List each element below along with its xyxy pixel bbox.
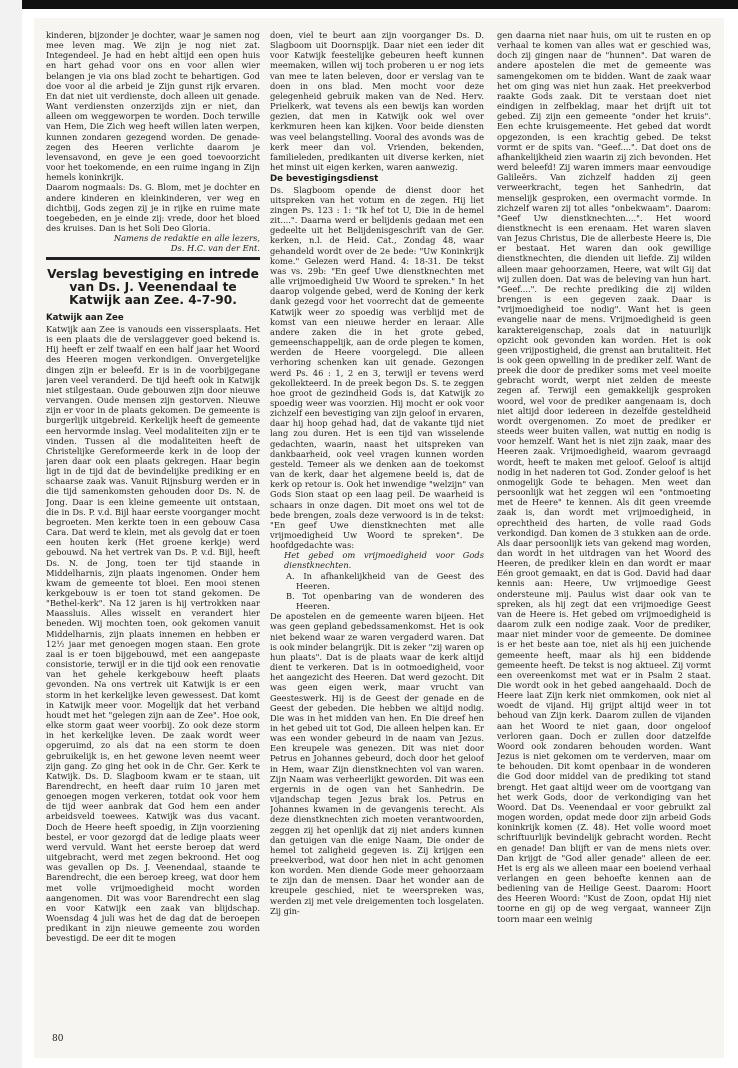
section-heading-bevestigingsdienst: De bevestigingsdienst bbox=[270, 174, 379, 185]
sermon-theme: Het gebed om vrijmoedigheid voor Gods dienstknechten. bbox=[284, 550, 484, 571]
article-body-3: gen daarna niet naar huis, om uit te rusten en op verhaal te komen van alles wat er geschied was, doch zij gingen naar de "hunnen". Dat waren de andere apostelen die met de gemeente was samengekomen om te bidden. Want de zaak waar het om ging was niet hun zaak. Het preekverbod raakte Gods zaak. Dit te verstaan doet niet eindigen in zelfbeklag, maar het drijft uit tot gebed. Zij zijn een gemeente "onder het kruis". Een echte kruisgemeente. Het gebed dat wordt opgezonden, is een krachtig gebed. De tekst vormt er de spits van. "Geef....". Dat doet ons de afhankelijkheid zien waarin zij zich bevonden. Het werd beleefd! Zij waren immers maar eenvoudige Galileërs. Van zichzelf hadden zij geen verweerkracht, tegen het Sanhedrin, dat menselijk gesproken, een overmacht vormde. In zichzelf waren zij tot alles "onbekwaam". Daarom: "Geef Uw dienstknechten....". Het woord dienstknecht is een erenaam. Het waren slaven van Jezus Christus, Die de allerbeste Heere is, Die er bestaat. Het waren dan ook gewillige dienstknechten, die dienden uit liefde. Zij wilden alleen maar gehoorzamen, Heere, wat wilt Gij dat wij zullen doen. Dat was de beleving van hun hart. "Geef....". De rechte prediking die zij wilden brengen is een gegeven zaak. Daar is "vrijmoedigheid toe nodig". Want het is geen evangelie naar de mens. Vrijmoedigheid is geen karaktereigenschap, zoals dat in natuurlijk opzicht ook gevonden kan worden. Het is ook geen vrijpostigheid, die grenst aan brutaliteit. Het is ook geen opwelling in de prediker zelf. Want de preek die door de prediker soms met veel moeite gebracht wordt, werpt niet zelden de meeste zegen af. Terwijl een gemakkelijk gesproken woord, wel voor de prediker aangenaam is, doch niet altijd door iedereen in dezelfde gesteldheid wordt overgenomen. Zo moet de prediker er steeds weer buiten vallen, wat nuttig en nodig is voor hemzelf. Want het is niet zijn zaak, maar des Heeren zaak. Vrijmoedigheid, waarom gevraagd wordt, heeft te maken met geloof. Geloof is altijd nodig in het naderen tot God. Zonder geloof is het onmogelijk Gode te behagen. Men weet dan persoonlijk wat het zeggen wil een "ontmoeting met de Heere" te kennen. Als dit geen vreemde zaak is, dan wordt met vrijmoedigheid, in oprechtheid des harten, de volle raad Gods verkondigd. Dan komen de 3 stukken aan de orde. Als daar persoonlijk iets van gekend mag worden, dan wordt in het uitdragen van het Woord des Heeren, de prediker klein en dan wordt er maar Eén groot gemaakt, en dat is God. David had daar kennis aan: Heere, Uw vrijmoedige Geest ondersteune mij. Paulus wist daar ook van te spreken, als hij zegt dat een vrijmoedige Geest van de Heere is. Het gebed om vrijmoedigheid is daarom zulk een nodige zaak. Voor de prediker, maar niet minder voor de gemeente. De dominee is er het beste aan toe, niet als hij een juichende gemeente heeft, maar als hij een biddende gemeente heeft. De tekst is nog aktueel. Zij vormt een overeenkomst met wat er in Psalm 2 staat. Die wordt ook in het gebed aangehaald. Doch de Heere laat Zijn kerk niet ommkomen, ook niet al woedt de vijand. Hij grijpt altijd weer in tot behoud van Zijn kerk. Daarom zullen de vijanden aan het Woord te niet gaan, door ongeloof verloren gaan. Doch er zullen door datzelfde Woord ook zondaren behouden worden. Want Jezus is niet gekomen om te verderven, maar om te behouden. Dit komt openbaar in de wonderen die God door middel van de prediking tot stand brengt. Het gaat altijd weer om de voortgang van het werk Gods, door de verkondiging van het Woord. Dat Ds. Veenendaal er voor gebruikt zal mogen worden, opdat mede door zijn arbeid Gods koninkrijk komen (Z. 48). Het volle woord moet schriftuurlijk bevindelijk gebracht worden. Recht en genade! Dan blijft er van de mens niets over. Dan krijgt de "God aller genade" alleen de eer. Het is erg als we alleen maar een boeiend verhaal verlangen en geen behoefte kennen aan de bediening van de Heilige Geest. Daarom: Hoort des Heeren Woord: "Kust de Zoon, opdat Hij niet toorne en gij op de weg vergaat, wanneer Zijn toorn maar een weinig bbox=[497, 30, 711, 924]
article-separator-rule bbox=[46, 257, 260, 260]
scan-top-bar bbox=[0, 0, 738, 9]
column-left bbox=[46, 30, 260, 1038]
page-number: 80 bbox=[52, 1034, 64, 1044]
article-body-2c: De apostelen en de gemeente waren bijeen. Het was geen gepland gebedssamenkomst. Het is ook niet bekend waar ze waren vergaderd waren. Dat is ook minder belangrijk. Dit is zeker "zij waren op hun plaats". Dat is de plaats waar de kerk altijd dient te verkeren. Dat is in ootmoedigheid, voor het aangezicht des Heeren. Dat werd gezocht. Dit was geen eigen werk, maar vrucht van Geesteswerk. Hij is de Geest der genade en de Geest der gebeden. Die hebben we altijd nodig. Die was in het midden van hen. En Die dreef hen in het gebed uit tot God, Die alleen helpen kan. Er was een wonder gebeurd in de naam van Jezus. Een kreupele was genezen. Dit was niet door Petrus en Johannes gebeurd, doch door het geloof in Hem, waar Zijn dienstknechten vol van waren. Zijn Naam was verheerlijkt geworden. Dit was een ergernis in de ogen van het Sanhedrin. De vijandschap tegen Jezus brak los. Petrus en Johannes kwamen in de gevangenis terecht. Als deze dienstknechten zich moeten verantwoorden, zeggen zij het openlijk dat zij niet anders kunnen dan getuigen van die enige Naam, Die onder de hemel tot zaligheid gegeven is. Zij krijgen een preekverbod, wat door hen niet in acht genomen kon worden. Men diende Gode meer gehoorzaam te zijn dan de mensen. Daar het wonder aan de kreupele geschied, niet te weerspreken was, werden zij met vele dreigementen toch losgelaten. Zij gin- bbox=[270, 611, 484, 916]
intro-paragraph-2: Daarom nogmaals: Ds. G. Blom, met je dochter en andere kinderen en kleinkinderen, ver weg en dichtbij, Gods zegen zij je in rijke en ruime mate toegebeden, en je einde zij: vrede, door het bloed des kruises. Dan is het Soli Deo Gloria. bbox=[46, 182, 260, 233]
column-middle bbox=[270, 30, 484, 1038]
sermon-point-b: B. Tot openbaring van de wonderen des Heeren. bbox=[286, 590, 484, 612]
signature-line-2: Ds. H.C. van der Ent. bbox=[170, 243, 260, 254]
article-body-2b: Ds. Slagboom opende de dienst door het uitspreken van het votum en de zegen. Hij liet zingen Ps. 123 : 1: "Ik hef tot U, Die in de hemel zit....". Daarna werd er belijdenis gedaan met een gedeelte uit het Belijdenisgeschrift van de Ger. kerken, n.l. de Heid. Cat., Zondag 48, waar gehandeld wordt over de 2e bede: "Uw Koninkrijk kome." Gelezen werd Hand. 4: 18-31. De tekst was vs. 29b: "En geef Uwe dienstknechten met alle vrijmoedigheid Uw Woord te spreken." In het daarop volgende gebed, werd de Koning der kerk dank gezegd voor het voorrecht dat de gemeente Katwijk weer zo spoedig was verblijd met de komst van een nieuwe herder en leraar. Alle andere zaken die in het grote gebed, gemeenschappelijk, aan de orde plegen te komen, werden de Heere voorgelegd. Die alleen verhoring schenken kan uit genade. Gezongen werd Ps. 46 : 1, 2 en 3, terwijl er tevens werd gekollekteerd. In de preek begon Ds. S. te zeggen hoe groot de gezindheid Gods is, dat Katwijk zo spoedig weer was voorzien. Hij mocht er ook voor zichzelf een bevestiging van zijn geloof in ervaren, daar hij hoop gehad had, dat de vakante tijd niet lang zou duren. Het is een tijd van wisselende gedachten, waarin, naast het uitspreken van dankbaarheid, ook veel vragen kunnen worden gesteld. Temeer als we denken aan de toekomst van de kerk, daar het algemene beeld is, dat de kerk op retour is. Ook het inwendige "welzijn" van Gods Sion staat op een laag peil. De waarheid is schaars in onze dagen. Dit moet ons wel tot de bede brengen, zoals deze verwoord is in de tekst: "En geef Uwe dienstknechten met alle vrijmoedigheid Uw Woord te spreken". De hoofdgedachte was: bbox=[270, 184, 484, 551]
column-right bbox=[497, 30, 711, 1038]
article-body-2a: doen, viel te beurt aan zijn voorganger Ds. D. Slagboom uit Doornspijk. Daar niet een ieder dit voor Katwijk feestelijke gebeuren heeft kunnen meemaken, willen wij toch proberen u er nog iets van mee te laten beleven, door er verslag van te doen in ons blad. Men mocht voor deze gelegenheid gebruik maken van de Ned. Herv. Prielkerk, wat tevens als een bewijs kan worden gezien, dat men in Katwijk ook wel over kerkmuren heen kan kijken. Voor beide diensten was veel belangstelling. Vooral des avonds was de kerk meer dan vol. Vrienden, bekenden, familieleden, predikanten uit diverse kerken, niet het minst uit eigen kerken, waren aanwezig. bbox=[270, 30, 484, 173]
section-heading-katwijk: Katwijk aan Zee bbox=[46, 313, 124, 324]
article-headline: Verslag bevestiging en intrede van Ds. J. Veenendaal te Katwijk aan Zee. 4-7-90. bbox=[47, 267, 259, 308]
scan-left-margin bbox=[0, 0, 22, 1068]
intro-paragraph-1: kinderen, bijzonder je dochter, waar je samen nog mee leven mag. We zijn je nog niet zat. Integendeel. Je had en hebt altijd een open huis en hart gehad voor ons en voor allen wier belangen je via ons blad zocht te behartigen. God doe voor al die arbeid je Zijn gunst rijk ervaren. En dat niet uit verdienste, doch alleen uit genade. Want verdiensten onzerzijds zijn er niet, dan alleen om weggeworpen te worden. Doch terwille van Hem, Die Zich weg heeft willen laten werpen, kunnen zondaren gezegend worden. De genade-zegen des Heeren verlichte daarom je levensavond, en geve je een goed toevoorzicht voor het toekomende, en een ruime ingang in Zijn hemels koninkrijk. bbox=[46, 30, 260, 183]
sermon-point-a: A. In afhankelijkheid van de Geest des Heeren. bbox=[286, 570, 484, 591]
signature-line-1: Namens de redaktie en alle lezers, bbox=[113, 233, 260, 244]
article-body-1: Katwijk aan Zee is vanouds een vissersplaats. Het is een plaats die de verslaggever goed bekend is. Hij heeft er zelf twaalf en een half jaar het Woord des Heeren mogen verkondigen. Onvergetelijke dingen zijn er beleefd. Er is in de voorbijgegane jaren veel veranderd. De tijd heeft ook in Katwijk niet stilgestaan. Oude gebouwen zijn door nieuwe vervangen. Oude mensen zijn gestorven. Nieuwe zijn er voor in de plaats gekomen. De gemeente is burgerlijk uitgebreid. Kerkelijk heeft de gemeente een hervormde inslag. Veel modaliteiten zijn er te vinden. Tussen al die modaliteiten heeft de Christelijke Gereformeerde kerk in de loop der jaren daar ook een plaats gekregen. Haar begin ligt in de tijd dat de bevindelijke prediking er en schaarse zaak was. Vanuit Rijnsburg werden er in die tijd samenkomsten gehouden door Ds. N. de Jong. Daar is een kleine gemeente uit ontstaan, die in Ds. P. v.d. Bijl haar eerste voorganger mocht begroeten. Men kerkte toen in een gebouw Casa Cara. Dat werd te klein, met als gevolg dat er toen een houten kerk (Het groene kerkje) werd gebouwd. Na het vertrek van Ds. P. v.d. Bijl, heeft Ds. N. de Jong, toen ter tijd staande in Middelharnis, zijn plaats ingenomen. Onder hem kwam de gemeente tot bloei. Een mooi stenen kerkgebouw is er toen tot stand gekomen. De "Bethel-kerk". Na 12 jaren is hij vertrokken naar Maassluis. Alles wisselt en verandert hier beneden. Wij mochten toen, ook gekomen vanuit Middelharnis, zijn plaats innemen en hebben er 12½ jaar met genoegen mogen staan. Een grote zaal is er toen bijgebouwd, met een aangepaste consistorie, terwijl er in die tijd ook een renovatie van het gehele kerkgebouw heeft plaats gevonden. Na ons vertrek uit Katwijk is er een storm in het kerkelijke leven gewessest. Dat komt in Katwijk meer voor. Mogelijk dat het verband houdt met het "gelegen zijn aan de Zee". Hoe ook, elke storm gaat weer voorbij. Zo ook deze storm in het kerkelijke leven. De zaak wordt weer opgeruimd, zo als dat na een storm te doen gebruikelijk is, en het gewone leven neemt weer zijn gang. Zo ging het ook in de Chr. Ger. Kerk te Katwijk. Ds. D. Slagboom kwam er te staan, uit Barendrecht, en heeft daar ruim 10 jaren met genoegen mogen verkeren, totdat ook voor hem de tijd weer aanbrak dat God hem een ander arbeidsveld toewees. Katwijk was dus vacant. Doch de Heere heeft spoedig, in Zijn voorziening bestel, er voor gezorgd dat de ledige plaats weer werd vervuld. Want het eerste beroep dat werd uitgebracht, werd met zegen bekroond. Het oog was gevallen op Ds. J. Veenendaal, staande te Barendrecht, die een beroep kreeg, wat door hem met volle vrijmoedigheid mocht worden aangenomen. Dit was voor Barendrecht een slag en voor Katwijk een zaak van blijdschap. Woensdag 4 juli was het de dag dat de beroepen predikant in zijn nieuwe gemeente zou worden bevestigd. De eer dit te mogen bbox=[46, 323, 260, 944]
